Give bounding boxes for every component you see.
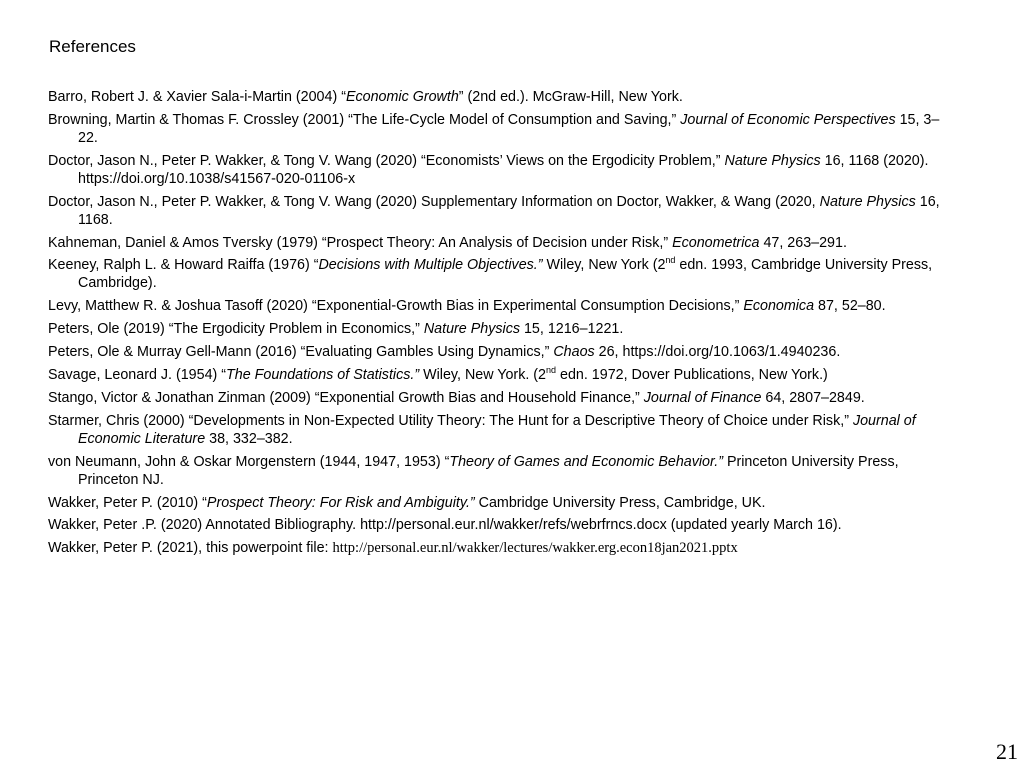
ref-italic: Economic Growth: [345, 89, 459, 105]
reference-item: [48, 111, 948, 147]
reference-item: [48, 494, 948, 512]
ref-text: ” (2nd ed.). McGraw-Hill, New York.: [458, 89, 683, 105]
reference-item: [48, 234, 948, 252]
ref-text: Wiley, New York (2: [542, 257, 666, 274]
ref-italic: Chaos: [553, 344, 595, 361]
reference-item: [48, 256, 948, 292]
ref-text: Princeton University Press, Princeton NJ.: [78, 453, 899, 488]
ref-text: 16, 1168.: [78, 193, 940, 228]
ref-italic: Prospect Theory: For Risk and Ambiguity.”: [206, 494, 475, 511]
ref-text: 64, 2807–2849.: [761, 389, 865, 406]
ref-text: 38, 332–382.: [205, 430, 293, 447]
ref-italic: Economica: [743, 298, 815, 315]
ref-italic: The Foundations of Statistics.”: [226, 367, 420, 384]
reference-item: [48, 539, 948, 557]
reference-item: [48, 389, 948, 407]
ref-italic: Econometrica: [672, 234, 760, 251]
ref-italic: Nature Physics: [819, 193, 916, 210]
reference-item: [48, 193, 948, 229]
ref-text: Keeney, Ralph L. & Howard Raiffa (1976) “: [48, 257, 319, 274]
ref-text: 87, 52–80.: [814, 298, 886, 315]
ref-text: 15, 1216–1221.: [520, 321, 624, 338]
ref-text: Levy, Matthew R. & Joshua Tasoff (2020) “Exponential-Growth Bias in Experimental Consumption Decisions,”: [48, 298, 744, 315]
ref-italic: Nature Physics: [724, 152, 821, 169]
reference-item: [48, 343, 948, 361]
reference-item: [48, 320, 948, 338]
ref-text: von Neumann, John & Oskar Morgenstern (1944, 1947, 1953) “: [48, 453, 450, 470]
ref-text: Stango, Victor & Jonathan Zinman (2009) “Exponential Growth Bias and Household Finance,”: [48, 389, 644, 406]
reference-item: [48, 88, 948, 106]
ref-text: edn. 1972, Dover Publications, New York.): [556, 367, 828, 384]
ref-text: Savage, Leonard J. (1954) “: [48, 367, 227, 384]
ref-superscript: nd: [665, 255, 676, 266]
ref-text: 16, 1168 (2020). https://doi.org/10.1038/s41567-020-01106-x: [78, 152, 929, 187]
ref-text: Doctor, Jason N., Peter P. Wakker, & Tong V. Wang (2020) “Economists’ Views on the Ergodicity Problem,”: [48, 152, 725, 169]
ref-text: Peters, Ole & Murray Gell-Mann (2016) “Evaluating Gambles Using Dynamics,”: [48, 344, 554, 361]
reference-item: [48, 366, 948, 384]
ref-italic: Journal of Finance: [643, 389, 762, 406]
ref-italic: Theory of Games and Economic Behavior.”: [449, 453, 723, 470]
page-number: 21: [996, 739, 1018, 764]
ref-text: Starmer, Chris (2000) “Developments in Non-Expected Utility Theory: The Hunt for a Descriptive Theory of Choice under Risk,”: [48, 412, 853, 429]
ref-text: 26, https://doi.org/10.1063/1.4940236.: [594, 344, 841, 361]
ref-text: Barro, Robert J. & Xavier Sala-i-Martin (2004) “: [48, 89, 346, 105]
ref-text: 15, 3–22.: [78, 111, 940, 146]
ref-text: Wakker, Peter P. (2010) “: [48, 494, 207, 511]
ref-text: Wiley, New York. (2: [419, 367, 546, 384]
ref-italic: Nature Physics: [423, 321, 520, 338]
reference-item: [48, 516, 948, 534]
ref-text: Peters, Ole (2019) “The Ergodicity Problem in Economics,”: [48, 321, 424, 338]
ref-text: edn. 1993, Cambridge University Press, Cambridge).: [78, 257, 933, 292]
pptx-url: http://personal.eur.nl/wakker/lectures/wakker.erg.econ18jan2021.pptx: [332, 540, 738, 557]
ref-text: Kahneman, Daniel & Amos Tversky (1979) “Prospect Theory: An Analysis of Decision under Risk,”: [48, 234, 673, 251]
ref-italic: Journal of Economic Perspectives: [680, 111, 896, 128]
ref-text: Wakker, Peter .P. (2020) Annotated Bibliography. http://personal.eur.nl/wakker/refs/webrfrncs.docx (updated yearly March 16).: [48, 517, 842, 534]
reference-item: [48, 453, 948, 489]
ref-italic: Journal of Economic Literature: [78, 412, 916, 447]
ref-text: Cambridge University Press, Cambridge, UK.: [474, 494, 766, 511]
reference-item: [48, 297, 948, 315]
ref-superscript: nd: [546, 365, 557, 376]
ref-text: Wakker, Peter P. (2021), this powerpoint file:: [48, 540, 333, 557]
ref-italic: Decisions with Multiple Objectives.”: [318, 257, 543, 274]
ref-text: Doctor, Jason N., Peter P. Wakker, & Tong V. Wang (2020) Supplementary Information on Doctor, Wakker, & Wang (2020,: [48, 193, 820, 210]
reference-item: [48, 412, 948, 448]
slide-title: References: [49, 37, 136, 56]
reference-list: [48, 88, 948, 562]
reference-item: [48, 152, 948, 188]
ref-text: Browning, Martin & Thomas F. Crossley (2001) “The Life-Cycle Model of Consumption and Saving,”: [48, 111, 681, 128]
ref-text: 47, 263–291.: [759, 234, 847, 251]
